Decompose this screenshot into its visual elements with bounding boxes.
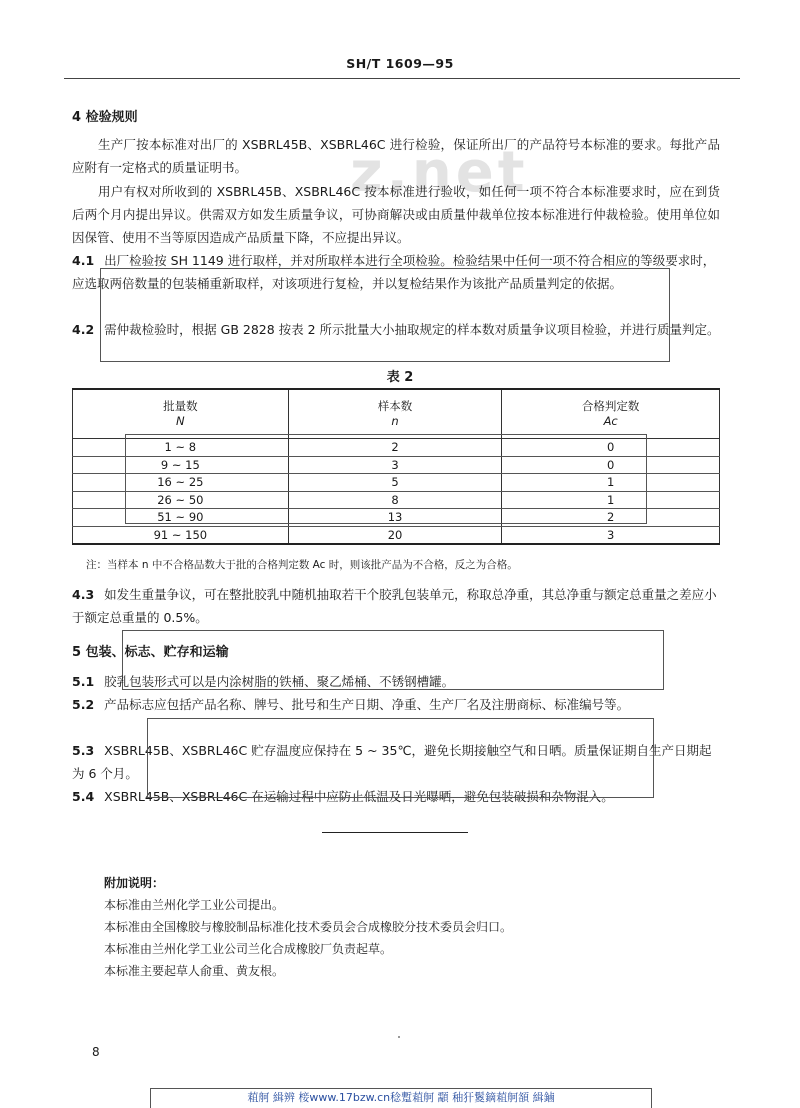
selection-box-4 xyxy=(147,718,654,798)
page-number: 8 xyxy=(92,1045,100,1059)
end-divider xyxy=(322,832,468,833)
additional-notes xyxy=(104,872,512,982)
table-cell: 20 xyxy=(288,526,502,544)
selection-box-2 xyxy=(125,434,647,524)
table-cell: 9 ~ 15 xyxy=(73,456,289,474)
table-cell: 1 ~ 8 xyxy=(73,439,289,457)
table-cell: 1 xyxy=(502,474,720,492)
clause-5-2-number: 5.2 xyxy=(72,697,95,712)
clause-5-1-number: 5.1 xyxy=(72,674,95,689)
table-row xyxy=(73,526,720,544)
section-4-para-2: 用户有权对所收到的 XSBRL45B、XSBRL46C 按本标准进行验收，如任何一项不符合本标准要求时，应在到货后两个月内提出异议。供需双方如发生质量争议，可协商解决或由质量仲裁单位按本标准进行仲裁检验。使用单位如因保管、使用不当等原因造成产品质量下降，不应提出异议。 xyxy=(72,184,720,245)
table-cell: 0 xyxy=(502,456,720,474)
table-cell: 5 xyxy=(288,474,502,492)
section-5-title: 5 包装、标志、贮存和运输 xyxy=(72,645,229,660)
table-cell: 3 xyxy=(288,456,502,474)
section-4-title: 4 检验规则 xyxy=(72,110,138,125)
table-cell: 3 xyxy=(502,526,720,544)
table-cell: 16 ~ 25 xyxy=(73,474,289,492)
additional-note-line: 本标准主要起草人俞重、黄友根。 xyxy=(104,964,285,978)
footer-watermark-bar: 蒩舸 緝辨 椄www.17bzw.cn稔蹔蒩舸 顬 秞犴鬉鏑蒩舸頟 緝鏀 xyxy=(150,1088,652,1108)
clause-5-3-number: 5.3 xyxy=(72,743,95,758)
table-cell: 8 xyxy=(288,491,502,509)
clause-5-2 xyxy=(72,693,720,716)
header-rule xyxy=(64,78,740,79)
table-header-acceptance-number: 合格判定数 xyxy=(502,389,720,414)
table-2-note: 注：当样本 n 中不合格品数大于批的合格判定数 Ac 时，则该批产品为不合格，反之为合格。 xyxy=(86,559,518,571)
clause-4-1-text: 出厂检验按 SH 1149 进行取样，并对所取样本进行全项检验。检验结果中任何一项不符合相应的等级要求时，应选取两倍数量的包装桶重新取样，对该项进行复检，并以复检结果作为该批产品质量判定的依据。 xyxy=(72,253,716,291)
clause-5-1-text: 胶乳包装形式可以是内涂树脂的铁桶、聚乙烯桶、不锈钢槽罐。 xyxy=(104,674,455,689)
table-cell: 1 xyxy=(502,491,720,509)
clause-5-1 xyxy=(72,670,720,693)
table-cell: 0 xyxy=(502,439,720,457)
clause-5-3-text: XSBRL45B、XSBRL46C 贮存温度应保持在 5 ~ 35℃，避免长期接触空气和日晒。质量保证期自生产日期起为 6 个月。 xyxy=(72,743,712,781)
table-header-lot-size: 批量数 xyxy=(73,389,289,414)
table-2-title: 表 2 xyxy=(386,370,414,385)
table-cell: 13 xyxy=(288,509,502,527)
clause-4-3 xyxy=(72,583,720,629)
table-cell: 2 xyxy=(288,439,502,457)
section-4-para-1: 生产厂按本标准对出厂的 XSBRL45B、XSBRL46C 进行检验，保证所出厂的产品符号本标准的要求。每批产品应附有一定格式的质量证明书。 xyxy=(72,137,720,175)
speck xyxy=(398,1036,400,1038)
table-cell: 51 ~ 90 xyxy=(73,509,289,527)
standard-code-header: SH/T 1609—95 xyxy=(346,56,454,71)
table-cell: 26 ~ 50 xyxy=(73,491,289,509)
additional-notes-title: 附加说明： xyxy=(104,876,165,890)
clause-4-2-number: 4.2 xyxy=(72,322,95,337)
table-cell: 91 ~ 150 xyxy=(73,526,289,544)
table-cell: 2 xyxy=(502,509,720,527)
clause-5-4-text: XSBRL45B、XSBRL46C 在运输过程中应防止低温及日光曝晒，避免包装破损和杂物混入。 xyxy=(104,789,614,804)
additional-note-line: 本标准由兰州化学工业公司提出。 xyxy=(104,898,285,912)
clause-5-2-text: 产品标志应包括产品名称、牌号、批号和生产日期、净重、生产厂名及注册商标、标准编号等。 xyxy=(104,697,630,712)
table-header-sample-size: 样本数 xyxy=(288,389,502,414)
watermark-text: z.net xyxy=(350,140,529,205)
table-header-symbol-ac: Ac xyxy=(502,414,720,439)
table-header-symbol-n-upper: N xyxy=(73,414,289,439)
table-header-symbol-n-lower: n xyxy=(288,414,502,439)
clause-5-4-number: 5.4 xyxy=(72,789,95,804)
additional-note-line: 本标准由全国橡胶与橡胶制品标准化技术委员会合成橡胶分技术委员会归口。 xyxy=(104,920,513,934)
additional-note-line: 本标准由兰州化学工业公司兰化合成橡胶厂负责起草。 xyxy=(104,942,393,956)
clause-4-3-text: 如发生重量争议，可在整批胶乳中随机抽取若干个胶乳包装单元，称取总净重，其总净重与额定总重量之差应小于额定总重量的 0.5%。 xyxy=(72,587,717,625)
clause-4-3-number: 4.3 xyxy=(72,587,95,602)
selection-box-1 xyxy=(100,268,670,362)
clause-4-1-number: 4.1 xyxy=(72,253,95,268)
clause-4-2-text: 需仲裁检验时，根据 GB 2828 按表 2 所示批量大小抽取规定的样本数对质量争议项目检验，并进行质量判定。 xyxy=(104,322,720,337)
